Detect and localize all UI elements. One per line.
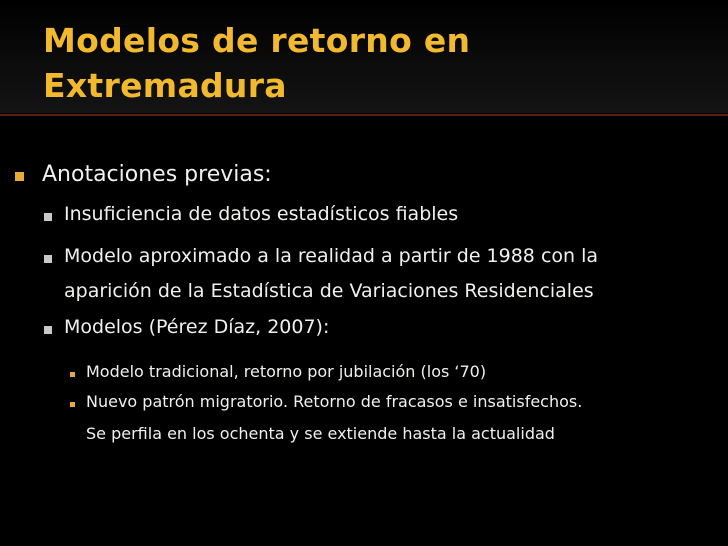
bullet-nuevo-patron-line-1: Nuevo patrón migratorio. Retorno de fracasos e insatisfechos.	[86, 392, 583, 411]
square-bullet-icon	[70, 372, 75, 377]
bullet-modelo-aproximado-line-1: Modelo aproximado a la realidad a partir de 1988 con la	[64, 245, 599, 267]
square-bullet-icon	[44, 213, 52, 221]
slide-title-line-1: Modelos de retorno en	[43, 21, 471, 60]
square-bullet-icon	[44, 326, 52, 334]
bullet-insuficiencia-datos: Insuficiencia de datos estadísticos fiables	[64, 203, 459, 225]
bullet-nuevo-patron-line-2: Se perfila en los ochenta y se extiende hasta la actualidad	[86, 424, 555, 443]
slide-title-line-2: Extremadura	[43, 66, 287, 105]
bullet-modelos-perez-diaz: Modelos (Pérez Díaz, 2007):	[64, 316, 330, 338]
square-bullet-icon	[15, 172, 24, 181]
bullet-modelo-tradicional: Modelo tradicional, retorno por jubilación (los ‘70)	[86, 362, 487, 381]
square-bullet-icon	[44, 255, 52, 263]
bullet-modelo-aproximado-line-2: aparición de la Estadística de Variaciones Residenciales	[64, 280, 594, 302]
square-bullet-icon	[70, 402, 75, 407]
bullet-anotaciones-previas: Anotaciones previas:	[42, 162, 272, 187]
